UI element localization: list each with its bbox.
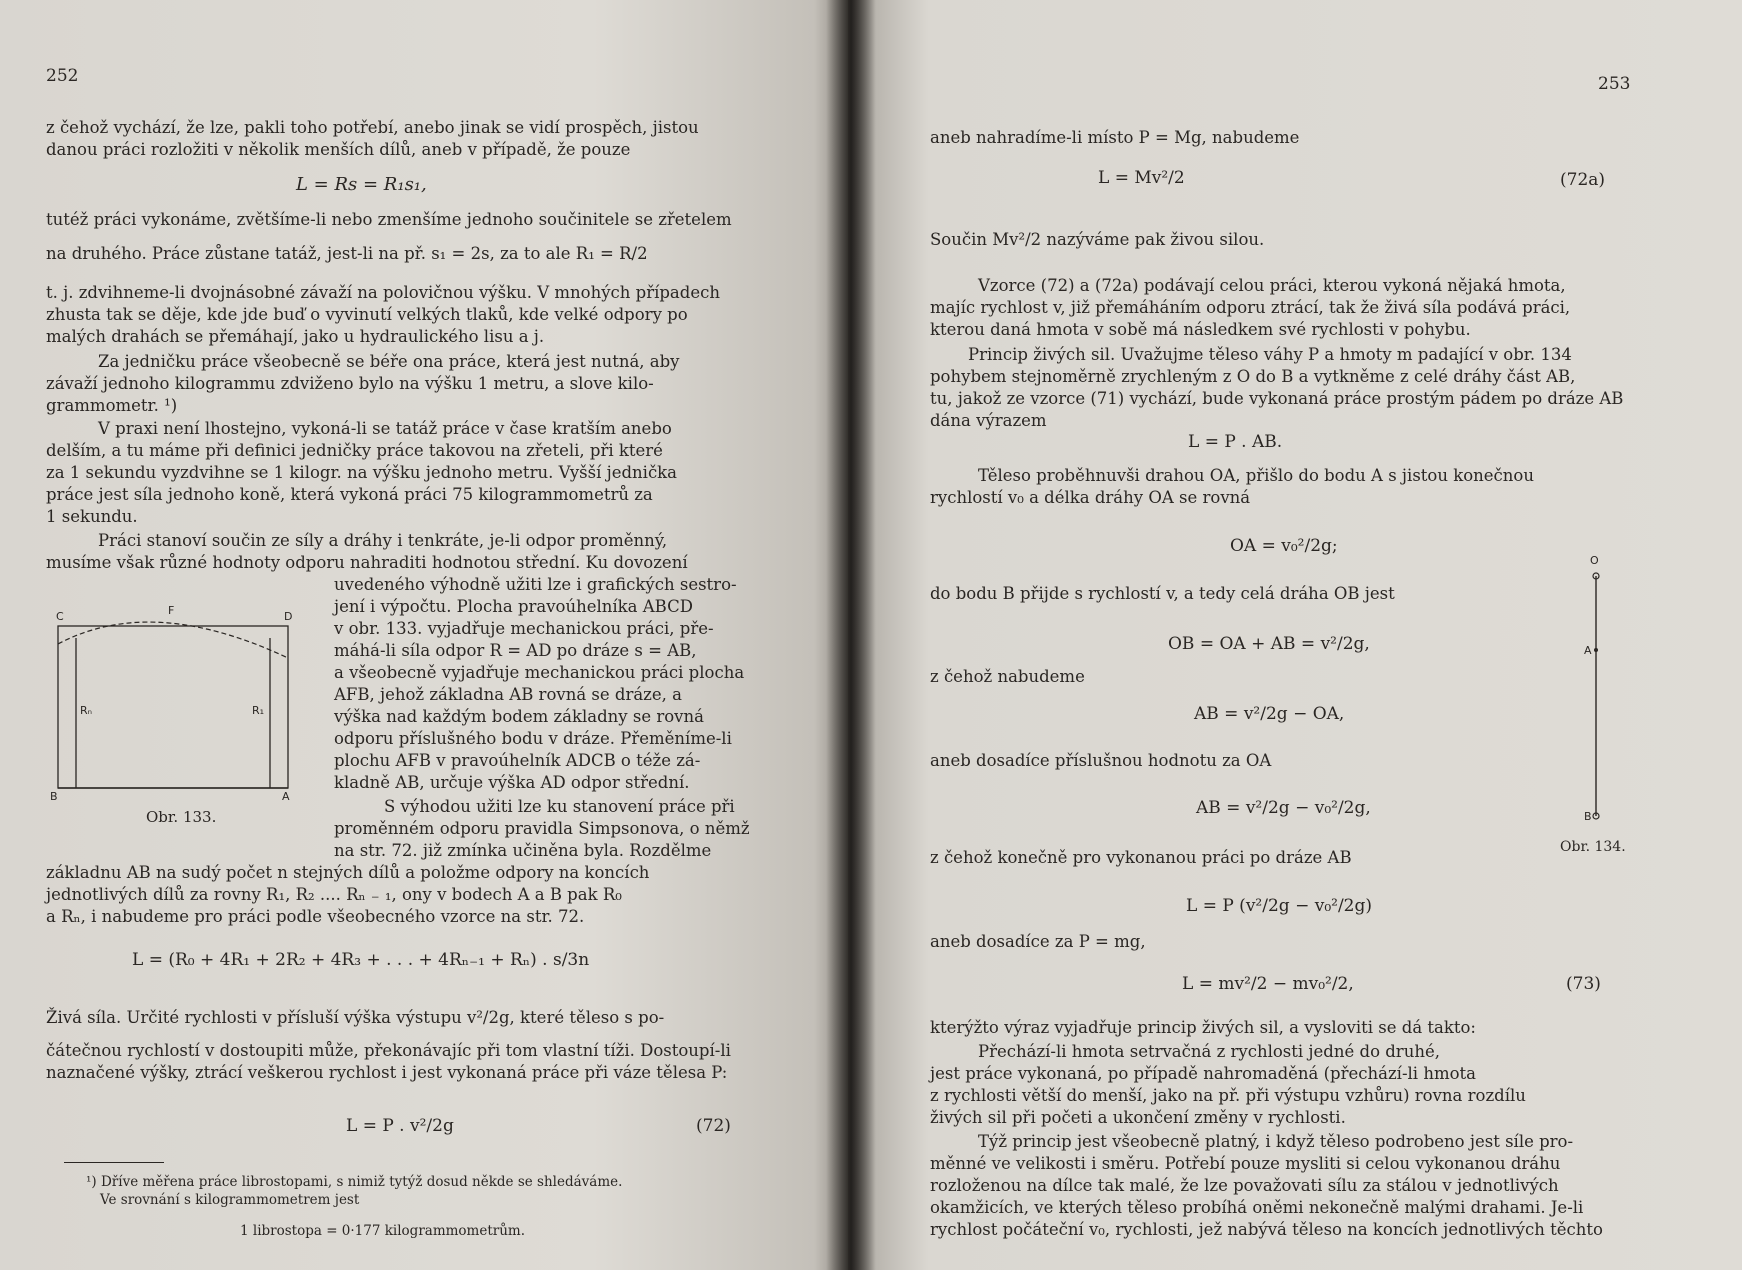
text-line: majíc rychlost v, již přemáháním odporu ztrácí, tak že živá síla podává práci, — [930, 298, 1571, 317]
equation-oa: OA = v₀²/2g; — [1230, 536, 1338, 556]
text-line: V praxi není lhostejno, vykoná-li se tatáž práce v čase kratším anebo — [98, 419, 672, 438]
text-line: měnné ve velikosti i směru. Potřebí pouze mysliti si celou vykonanou dráhu — [930, 1154, 1561, 1173]
text-line: základnu AB na sudý počet n stejných dílů a položme odpory na koncích — [46, 863, 650, 882]
text-line: na str. 72. již zmínka učiněna byla. Rozdělme — [334, 841, 712, 860]
equation-ab-1: AB = v²/2g − OA, — [1194, 704, 1345, 724]
text-line: Vzorce (72) a (72a) podávají celou práci, kterou vykoná nějaká hmota, — [978, 276, 1566, 295]
text-line: a všeobecně vyjadřuje mechanickou práci plocha — [334, 663, 745, 682]
text-line: 1 sekundu. — [46, 507, 138, 526]
figure-134 — [1586, 572, 1606, 832]
text-line: Práci stanoví součin ze síly a dráhy i tenkráte, je-li odpor proměnný, — [98, 531, 668, 550]
text-line: tu, jakož ze vzorce (71) vychází, bude vykonaná práce prostým pádem po dráze AB — [930, 389, 1624, 408]
text-line: danou práci rozložiti v několik menších dílů, aneb v případě, že pouze — [46, 140, 631, 159]
text-line: okamžicích, ve kterých těleso probíhá oněmi nekonečně malými drahami. Je-li — [930, 1198, 1584, 1217]
text-line: jest práce vykonaná, po případě nahromaděná (přechází-li hmota — [930, 1064, 1476, 1083]
figure-133 — [52, 606, 312, 796]
text-line: malých drahách se přemáhají, jako u hydraulického lisu a j. — [46, 327, 545, 346]
text-line: S výhodou užiti lze ku stanovení práce při — [384, 797, 735, 816]
text-line: rychlostí v₀ a délka dráhy OA se rovná — [930, 488, 1251, 507]
equation-simpson: L = (R₀ + 4R₁ + 2R₂ + 4R₃ + . . . + 4Rₙ₋₁ + Rₙ) . s/3n — [132, 950, 590, 970]
equation-l-p-ab: L = P . AB. — [1188, 432, 1283, 452]
equation-ob: OB = OA + AB = v²/2g, — [1168, 634, 1370, 654]
book-gutter — [826, 0, 876, 1270]
text-line: rychlost počáteční v₀, rychlosti, jež nabývá těleso na koncích jednotlivých těchto — [930, 1220, 1603, 1239]
equation-l-p: L = P (v²/2g − v₀²/2g) — [1186, 896, 1373, 916]
text-line: máhá-li síla odpor R = AD po dráze s = AB, — [334, 641, 697, 660]
text-line: z rychlosti větší do menší, jako na př. při výstupu vzhůru) rovna rozdílu — [930, 1086, 1526, 1105]
footnote-line: Ve srovnání s kilogrammometrem jest — [100, 1192, 360, 1208]
text-line: aneb dosadíce za P = mg, — [930, 932, 1146, 951]
text-line: rozloženou na dílce tak malé, že lze považovati sílu za stálou v jednotlivých — [930, 1176, 1559, 1195]
text-line: naznačené výšky, ztrácí veškerou rychlost i jest vykonaná práce při váze tělesa P: — [46, 1063, 728, 1082]
text-line: tutéž práci vykonáme, zvětšíme-li nebo zmenšíme jednoho součinitele se zřetelem — [46, 210, 732, 229]
fig133-label-d: D — [284, 610, 293, 623]
text-line: dána výrazem — [930, 411, 1047, 430]
text-line: na druhého. Práce zůstane tatáž, jest-li na př. s₁ = 2s, za to ale R₁ = R/2 — [46, 244, 648, 263]
text-line: aneb dosadíce příslušnou hodnotu za OA — [930, 751, 1272, 770]
text-line: plochu AFB v pravoúhelník ADCB o téže zá- — [334, 751, 701, 770]
fig133-label-c: C — [56, 610, 64, 623]
fig134-label-o: O — [1590, 554, 1599, 567]
right-page — [848, 0, 1742, 1270]
footnote-line: 1 librostopa = 0·177 kilogrammometrům. — [240, 1223, 526, 1239]
left-page — [0, 0, 848, 1270]
text-line: kterou daná hmota v sobě má následkem své rychlosti v pohybu. — [930, 320, 1471, 339]
text-line: a Rₙ, i nabudeme pro práci podle všeobecného vzorce na str. 72. — [46, 907, 585, 926]
fig133-label-f: F — [168, 604, 175, 617]
text-line: Týž princip jest všeobecně platný, i když těleso podrobeno jest síle pro- — [978, 1132, 1574, 1151]
text-line: jení i výpočtu. Plocha pravoúhelníka ABCD — [334, 597, 693, 616]
footnote-rule — [64, 1162, 164, 1163]
text-line: do bodu B přijde s rychlostí v, a tedy celá dráha OB jest — [930, 584, 1395, 603]
text-line: t. j. zdvihneme-li dvojnásobné závaží na polovičnou výšku. V mnohých případech — [46, 283, 720, 302]
text-line: pohybem stejnoměrně zrychleným z O do B a vytkněme z celé dráhy část AB, — [930, 367, 1576, 386]
page-number-left: 252 — [46, 66, 79, 86]
text-line: grammometr. ¹) — [46, 396, 178, 415]
text-line: práce jest síla jednoho koně, která vykoná práci 75 kilogrammometrů za — [46, 485, 653, 504]
text-line: Za jedničku práce všeobecně se béře ona práce, která jest nutná, aby — [98, 352, 680, 371]
fig134-label-b: B — [1584, 810, 1592, 823]
text-line: z čehož vychází, že lze, pakli toho potřebí, anebo jinak se vidí prospěch, jistou — [46, 118, 699, 137]
text-line: uvedeného výhodně užiti lze i grafických sestro- — [334, 575, 737, 594]
text-line: živých sil při početi a ukončení změny v rychlosti. — [930, 1108, 1346, 1127]
text-line: aneb nahradíme-li místo P = Mg, nabudeme — [930, 128, 1300, 147]
text-line: z čehož konečně pro vykonanou práci po dráze AB — [930, 848, 1352, 867]
equation-72-tag: (72) — [696, 1116, 731, 1136]
fig133-label-a: A — [282, 790, 290, 803]
equation-73: L = mv²/2 − mv₀²/2, — [1182, 974, 1354, 994]
text-line: kterýžto výraz vyjadřuje princip živých sil, a vysloviti se dá takto: — [930, 1018, 1476, 1037]
fig134-caption: Obr. 134. — [1560, 839, 1626, 855]
text-line: výška nad každým bodem základny se rovná — [334, 707, 704, 726]
page-number-right: 253 — [1598, 74, 1631, 94]
text-line: musíme však různé hodnoty odporu nahraditi hodnotou střední. Ku dovození — [46, 553, 688, 572]
fig133-label-rn: Rₙ — [80, 704, 93, 717]
fig133-label-r1: R₁ — [252, 704, 265, 717]
text-line: delším, a tu máme při definici jedničky práce takovou na zřeteli, při které — [46, 441, 663, 460]
text-line: v obr. 133. vyjadřuje mechanickou práci, pře- — [334, 619, 714, 638]
footnote-line: ¹) Dříve měřena práce librostopami, s nimiž tytýž dosud někde se shledáváme. — [86, 1174, 623, 1190]
equation-72a-tag: (72a) — [1560, 170, 1606, 190]
text-line: Živá síla. Určité rychlosti v přísluší výška výstupu v²/2g, které těleso s po- — [46, 1008, 665, 1027]
fig134-label-a: A — [1584, 644, 1592, 657]
text-line: jednotlivých dílů za rovny R₁, R₂ .... Rₙ ₋ ₁, ony v bodech A a B pak R₀ — [46, 885, 622, 904]
text-line: kladně AB, určuje výška AD odpor střední. — [334, 773, 690, 792]
text-line: Těleso proběhnuvši drahou OA, přišlo do bodu A s jistou konečnou — [978, 466, 1534, 485]
equation-72: L = P . v²/2g — [346, 1116, 454, 1136]
text-line: proměnném odporu pravidla Simpsonova, o němž — [334, 819, 750, 838]
equation-ab-2: AB = v²/2g − v₀²/2g, — [1196, 798, 1371, 818]
text-line: za 1 sekundu vyzdvihne se 1 kilogr. na výšku jednoho metru. Vyšší jednička — [46, 463, 678, 482]
equation-72a: L = Mv²/2 — [1098, 168, 1185, 188]
text-line: z čehož nabudeme — [930, 667, 1085, 686]
text-line: Princip živých sil. Uvažujme těleso váhy P a hmoty m padající v obr. 134 — [968, 345, 1572, 364]
text-line: závaží jednoho kilogrammu zdviženo bylo na výšku 1 metru, a slove kilo- — [46, 374, 654, 393]
text-line: odporu příslušného bodu v dráze. Přeměníme-li — [334, 729, 732, 748]
equation-73-tag: (73) — [1566, 974, 1601, 994]
fig133-label-b: B — [50, 790, 58, 803]
text-line: AFB, jehož základna AB rovná se dráze, a — [334, 685, 682, 704]
text-line: zhusta tak se děje, kde jde buď o vyvinutí velkých tlaků, kde velké odpory po — [46, 305, 688, 324]
equation-work-split: L = Rs = R₁s₁, — [296, 174, 427, 195]
text-line: čátečnou rychlostí v dostoupiti může, překonávajíc při tom vlastní tíži. Dostoupí-li — [46, 1041, 731, 1060]
text-line: Přechází-li hmota setrvačná z rychlosti jedné do druhé, — [978, 1042, 1440, 1061]
text-line: Součin Mv²/2 nazýváme pak živou silou. — [930, 230, 1265, 249]
fig133-caption: Obr. 133. — [146, 808, 217, 826]
